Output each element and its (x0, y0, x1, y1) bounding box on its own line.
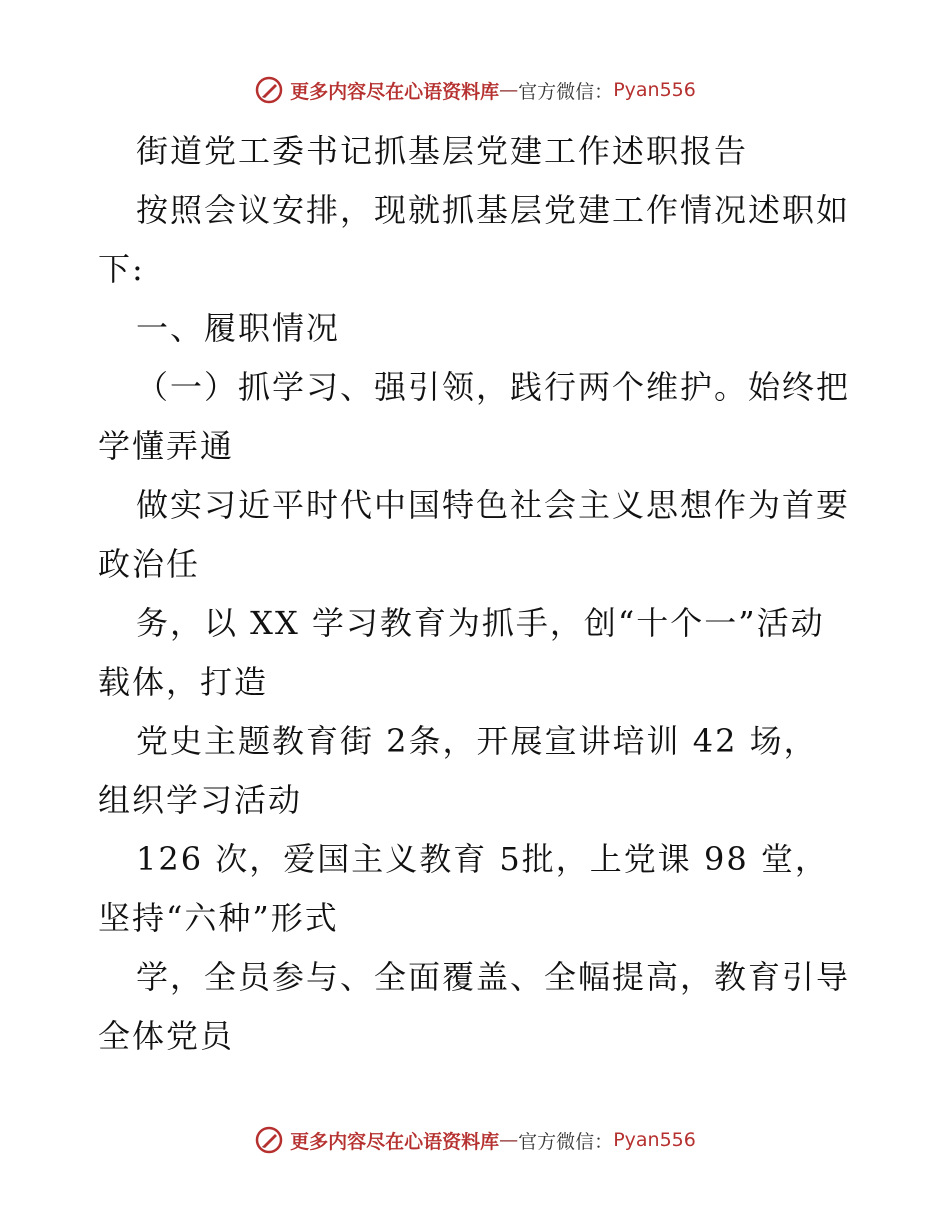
paragraph-line: 一、履职情况 (136, 309, 341, 347)
banner-main-text: 更多内容尽在心语资料库 (290, 1130, 500, 1153)
banner-wechat-id: Pyan556 (613, 1129, 696, 1151)
paragraph-line: 126 次，爱国主义教育 5批，上党课 98 堂， (136, 840, 829, 878)
paragraph-line: 做实习近平时代中国特色社会主义思想作为首要 (136, 486, 851, 524)
paragraph-line: （一）抓学习、强引领，践行两个维护。始终把 (136, 368, 851, 406)
banner-wechat-id: Pyan556 (613, 79, 696, 101)
footer-banner (0, 1120, 950, 1160)
banner-sub-text: 官方微信： (518, 80, 614, 103)
banner-sub-text: 官方微信： (518, 1130, 614, 1153)
paragraph-line: 下: (98, 250, 145, 288)
banner-dash: — (499, 1129, 519, 1151)
pen-logo-icon (254, 75, 284, 105)
header-banner (0, 70, 950, 110)
paragraph-line: 街道党工委书记抓基层党建工作述职报告 (136, 132, 749, 170)
pen-logo-icon (254, 1125, 284, 1155)
paragraph-line: 政治任 (98, 545, 201, 583)
paragraph-line: 学，全员参与、全面覆盖、全幅提高，教育引导 (136, 958, 851, 996)
paragraph-line: 载体，打造 (98, 663, 269, 701)
banner-dash: — (499, 79, 519, 101)
paragraph-line: 全体党员 (98, 1017, 235, 1055)
paragraph-line: 组织学习活动 (98, 781, 303, 819)
paragraph-line: 坚持“六种”形式 (98, 899, 339, 937)
paragraph-line: 党史主题教育街 2条，开展宣讲培训 42 场， (136, 722, 818, 760)
banner-main-text: 更多内容尽在心语资料库 (290, 80, 500, 103)
paragraph-line: 务，以 XX 学习教育为抓手，创“十个一”活动 (136, 604, 825, 642)
paragraph-line: 学懂弄通 (98, 427, 235, 465)
paragraph-line: 按照会议安排，现就抓基层党建工作情况述职如 (136, 191, 851, 229)
document-body (98, 122, 858, 1066)
